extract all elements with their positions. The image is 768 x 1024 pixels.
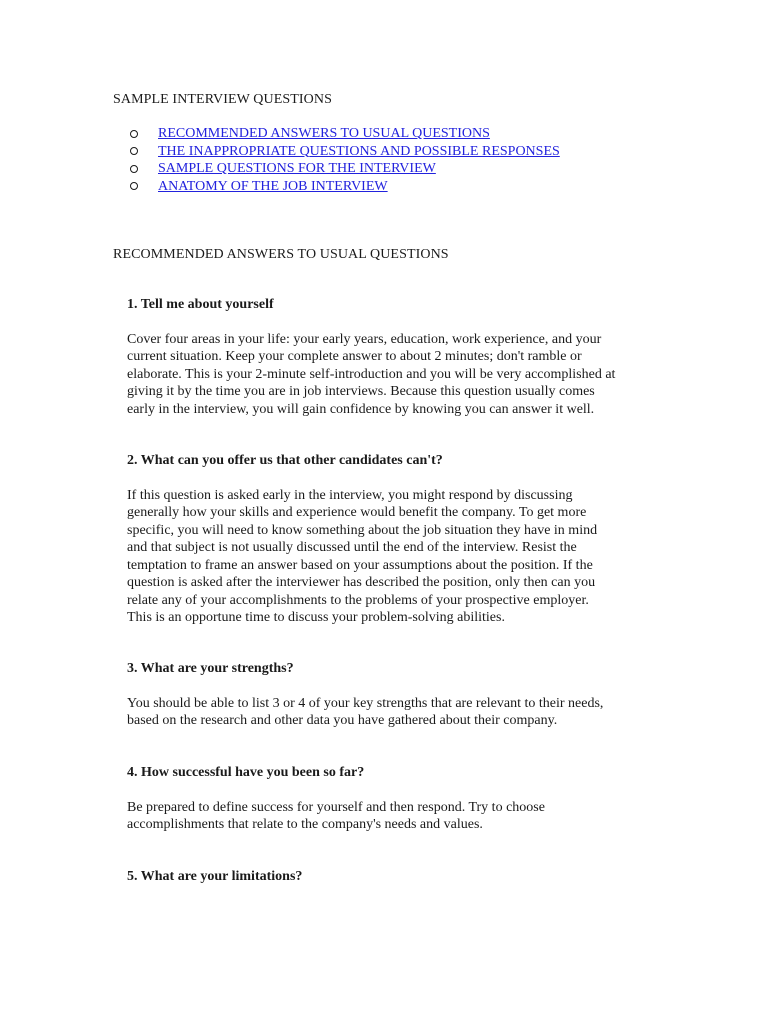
question-heading: 1. Tell me about yourself <box>127 297 274 312</box>
toc-link-anatomy-job-interview[interactable]: ANATOMY OF THE JOB INTERVIEW <box>158 178 388 194</box>
qa-item <box>127 660 667 730</box>
qa-item <box>127 452 667 627</box>
toc-link-recommended-answers[interactable]: RECOMMENDED ANSWERS TO USUAL QUESTIONS <box>158 126 490 141</box>
circle-bullet-icon <box>130 182 138 190</box>
question-heading: 4. How successful have you been so far? <box>127 765 365 780</box>
toc-item <box>130 178 560 196</box>
toc-item <box>130 143 560 161</box>
toc-link-sample-questions[interactable]: SAMPLE QUESTIONS FOR THE INTERVIEW <box>158 161 436 176</box>
toc-link-inappropriate-questions[interactable]: THE INAPPROPRIATE QUESTIONS AND POSSIBLE RESPONSES <box>158 143 560 159</box>
circle-bullet-icon <box>130 130 138 138</box>
answer-paragraph: You should be able to list 3 or 4 of your key strengths that are relevant to their needs, based on the research and other data you have gathered about their company. <box>127 695 604 728</box>
answer-paragraph: If this question is asked early in the interview, you might respond by discussing generally how your skills and experience would benefit the company. To get more specific, you will need to know something about the job situation they have in mind and that subject is not usually discussed until the end of the interview. Resist the temptation to frame an answer based on your assumptions about the position. If the question is asked after the interviewer has described the position, only then can you relate any of your accomplishments to the problems of your prospective employer. This is an opportune time to discuss your problem-solving abilities. <box>127 487 598 625</box>
question-heading: 3. What are your strengths? <box>127 661 294 676</box>
question-heading: 2. What can you offer us that other candidates can't? <box>127 453 443 468</box>
document-title: SAMPLE INTERVIEW QUESTIONS <box>113 92 332 107</box>
qa-item <box>127 764 667 834</box>
toc-item <box>130 160 560 178</box>
circle-bullet-icon <box>130 165 138 173</box>
toc-item <box>130 125 560 143</box>
qa-item <box>127 296 667 418</box>
answer-paragraph: Be prepared to define success for yourself and then respond. Try to choose accomplishments that relate to the company's needs and values. <box>127 799 545 832</box>
answer-paragraph: Cover four areas in your life: your early years, education, work experience, and your current situation. Keep your complete answer to about 2 minutes; don't ramble or elaborate. This is your 2-minute self-introduction and you will be very accomplished at giving it by the time you are in job interviews. Because this question usually comes early in the interview, you will gain confidence by knowing you can answer it well. <box>127 331 616 417</box>
table-of-contents <box>130 125 560 195</box>
qa-item <box>127 868 667 886</box>
section-heading: RECOMMENDED ANSWERS TO USUAL QUESTIONS <box>113 247 449 262</box>
question-heading: 5. What are your limitations? <box>127 869 303 884</box>
circle-bullet-icon <box>130 147 138 155</box>
